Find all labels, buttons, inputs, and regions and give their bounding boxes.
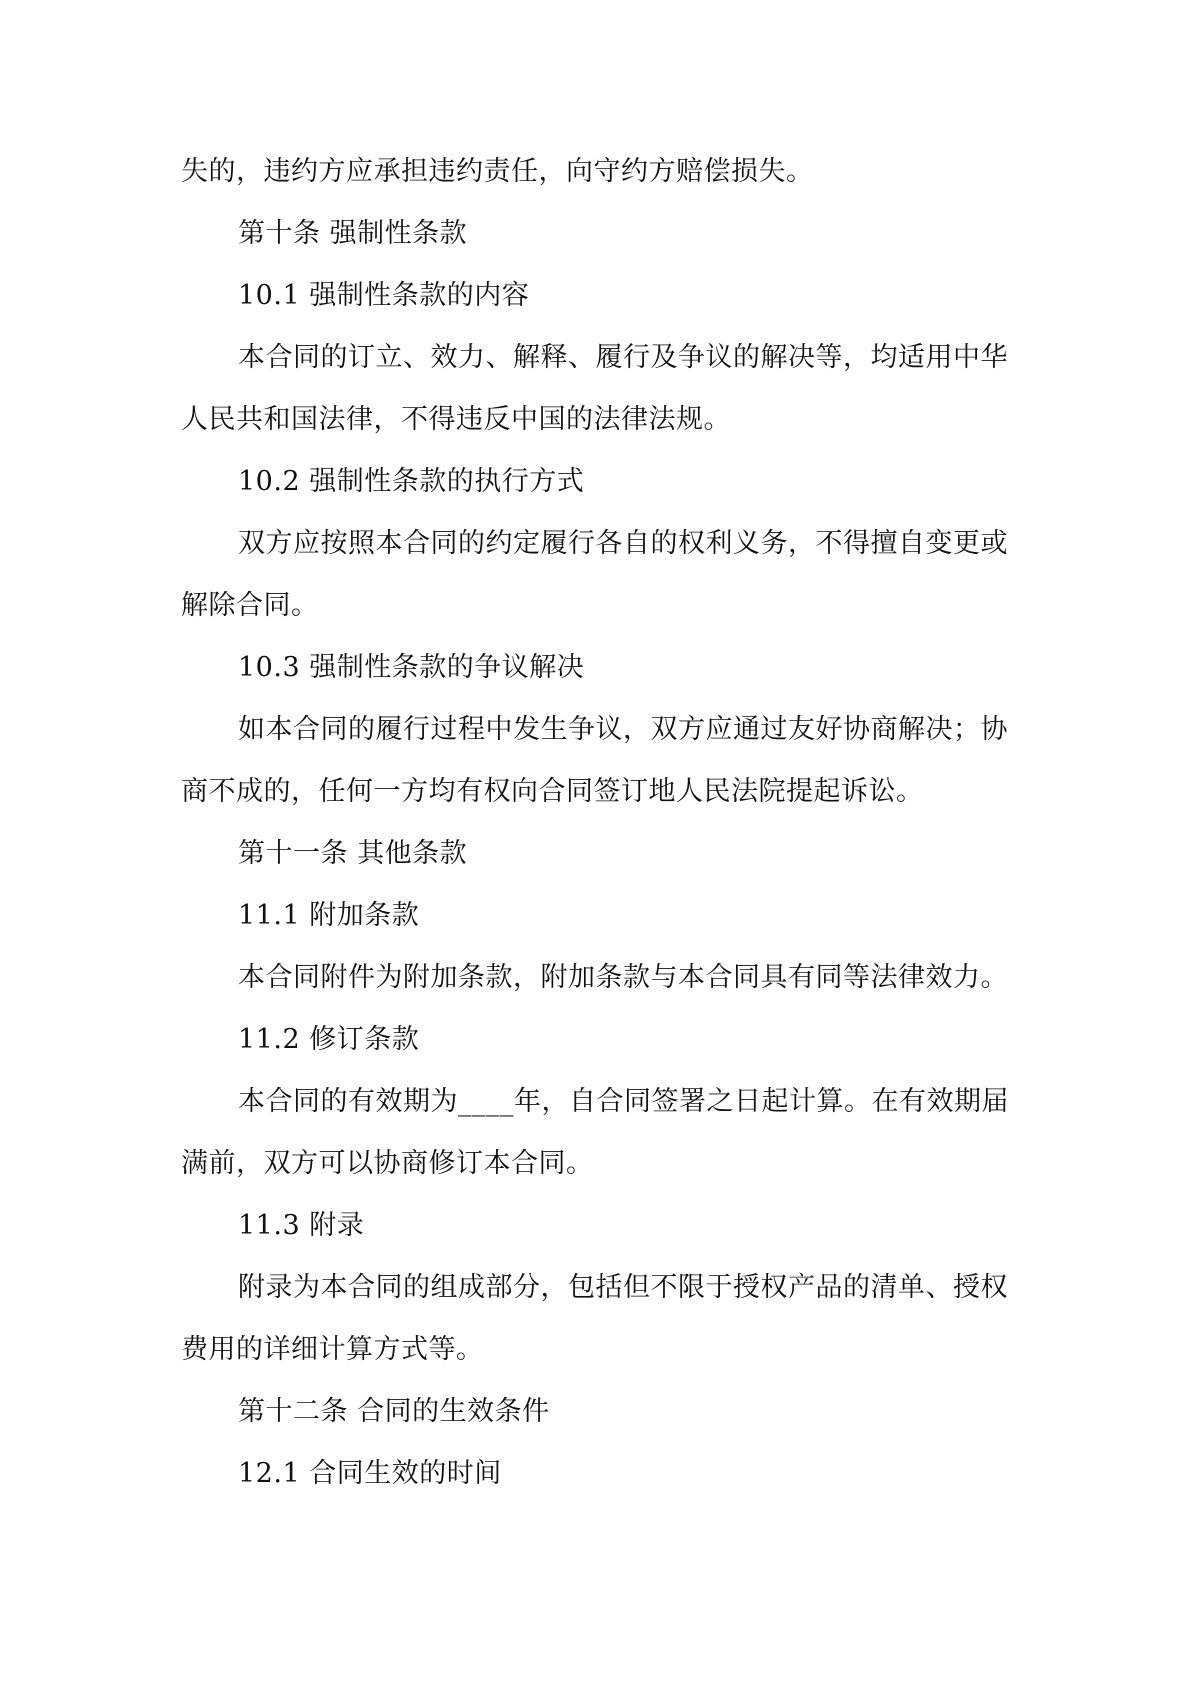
- section-10-2-body-line-1: 双方应按照本合同的约定履行各自的权利义务，不得擅自变更或: [238, 528, 1008, 559]
- section-10-1-body-line-1: 本合同的订立、效力、解释、履行及争议的解决等，均适用中华: [238, 342, 1008, 373]
- section-10-1-body-line-2: 人民共和国法律，不得违反中国的法律法规。: [181, 404, 731, 435]
- section-10-2-heading: 10.2 强制性条款的执行方式: [238, 466, 585, 497]
- section-11-2-body-line-1: 本合同的有效期为____年，自合同签署之日起计算。在有效期届: [238, 1086, 1009, 1117]
- article-10-heading: 第十条 强制性条款: [238, 218, 468, 249]
- article-11-heading: 第十一条 其他条款: [238, 838, 468, 869]
- section-11-1-body-line-1: 本合同附件为附加条款，附加条款与本合同具有同等法律效力。: [238, 962, 1008, 993]
- section-11-1-heading: 11.1 附加条款: [238, 900, 420, 931]
- section-12-1-heading: 12.1 合同生效的时间: [238, 1458, 502, 1489]
- section-10-3-body-line-1: 如本合同的履行过程中发生争议，双方应通过友好协商解决；协: [238, 714, 1008, 745]
- section-11-2-body-line-2: 满前，双方可以协商修订本合同。: [181, 1148, 594, 1179]
- section-11-3-heading: 11.3 附录: [238, 1210, 365, 1241]
- section-11-3-body-line-1: 附录为本合同的组成部分，包括但不限于授权产品的清单、授权: [238, 1272, 1008, 1303]
- section-11-2-heading: 11.2 修订条款: [238, 1024, 420, 1055]
- section-10-3-heading: 10.3 强制性条款的争议解决: [238, 652, 585, 683]
- section-11-3-body-line-2: 费用的详细计算方式等。: [181, 1334, 484, 1365]
- paragraph-continuation-line: 失的，违约方应承担违约责任，向守约方赔偿损失。: [181, 156, 814, 187]
- section-10-2-body-line-2: 解除合同。: [181, 590, 319, 621]
- section-10-1-heading: 10.1 强制性条款的内容: [238, 280, 530, 311]
- section-10-3-body-line-2: 商不成的，任何一方均有权向合同签订地人民法院提起诉讼。: [181, 776, 924, 807]
- article-12-heading: 第十二条 合同的生效条件: [238, 1396, 550, 1427]
